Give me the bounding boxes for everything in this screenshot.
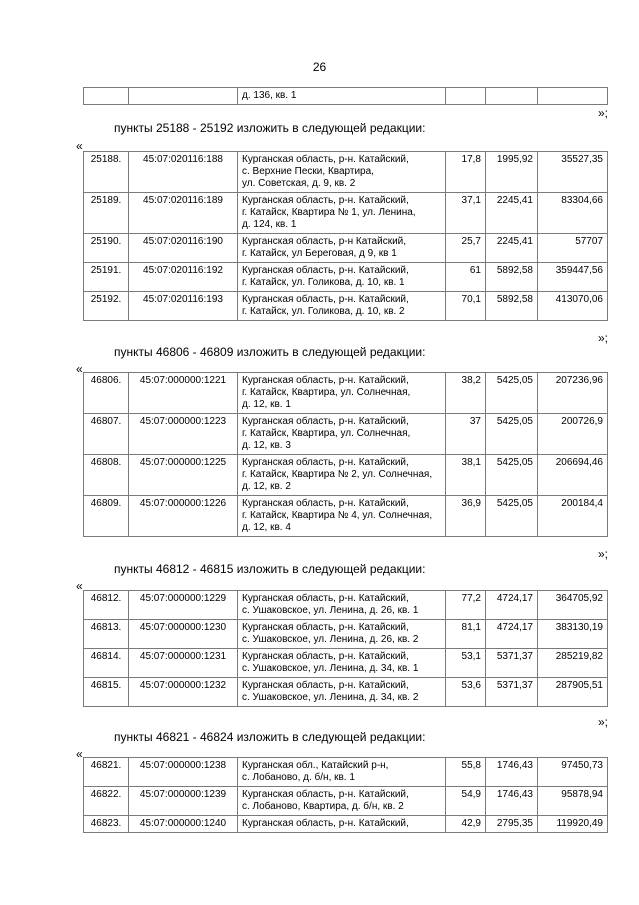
row-number-cell: 46806. [84, 373, 129, 414]
area-cell: 17,8 [446, 152, 486, 193]
cadastral-number-cell: 45:07:000000:1240 [129, 816, 238, 833]
opening-quote-mark: « [76, 362, 83, 376]
address-cell [238, 193, 446, 234]
closing-quote-mark: »; [597, 331, 608, 345]
address-cell [238, 649, 446, 678]
address-line: Курганская область, р-н Катайский, [242, 236, 407, 247]
unit-price-cell: 5892,58 [486, 292, 538, 321]
continuation-table [83, 87, 608, 105]
opening-quote-mark: « [76, 139, 83, 153]
row-number-cell: 46807. [84, 414, 129, 455]
cost-cell: 359447,56 [538, 263, 608, 292]
row-number-cell: 46823. [84, 816, 129, 833]
section-heading: пункты 46806 - 46809 изложить в следующей редакции: [114, 345, 426, 359]
address-line: д. 12, кв. 2 [242, 481, 291, 492]
opening-quote-mark: « [76, 747, 83, 761]
cadastral-number-cell: 45:07:000000:1238 [129, 758, 238, 787]
section-heading: пункты 25188 - 25192 изложить в следующей редакции: [114, 121, 426, 135]
address-line: Курганская область, р-н. Катайский, [242, 294, 409, 305]
unit-price-cell: 4724,17 [486, 591, 538, 620]
table-row [84, 591, 608, 620]
table-row [84, 88, 608, 105]
registry-table [83, 757, 608, 833]
address-cell [238, 496, 446, 537]
unit-price-cell [486, 88, 538, 105]
address-line: д. 12, кв. 1 [242, 399, 291, 410]
cadastral-number-cell: 45:07:000000:1229 [129, 591, 238, 620]
address-cell [238, 263, 446, 292]
address-cell [238, 591, 446, 620]
row-number-cell: 46809. [84, 496, 129, 537]
table-row [84, 620, 608, 649]
registry-table [83, 372, 608, 537]
area-cell: 36,9 [446, 496, 486, 537]
address-line: г. Катайск, Квартира № 4, ул. Солнечная, [242, 510, 433, 521]
table-row [84, 152, 608, 193]
address-line: Курганская область, р-н. Катайский, [242, 416, 409, 427]
address-line: г. Катайск, Квартира, ул. Солнечная, [242, 428, 411, 439]
cadastral-number-cell: 45:07:000000:1223 [129, 414, 238, 455]
address-line: Курганская область, р-н. Катайский, [242, 154, 409, 165]
area-cell: 81,1 [446, 620, 486, 649]
address-cell [238, 816, 446, 833]
address-line: д. 124, кв. 1 [242, 219, 297, 230]
cost-cell: 83304,66 [538, 193, 608, 234]
section-heading: пункты 46821 - 46824 изложить в следующей редакции: [114, 730, 426, 744]
address-line: Курганская область, р-н. Катайский, [242, 593, 409, 604]
table-row [84, 455, 608, 496]
unit-price-cell: 5425,05 [486, 496, 538, 537]
table-row [84, 678, 608, 707]
table-row [84, 193, 608, 234]
address-cell [238, 152, 446, 193]
area-cell: 38,2 [446, 373, 486, 414]
address-line: Курганская область, р-н. Катайский, [242, 818, 409, 829]
row-number-cell [84, 88, 129, 105]
unit-price-cell: 2245,41 [486, 234, 538, 263]
address-line: с. Лобаново, д. б/н, кв. 1 [242, 772, 355, 783]
cadastral-number-cell [129, 88, 238, 105]
cost-cell: 207236,96 [538, 373, 608, 414]
cadastral-number-cell: 45:07:000000:1232 [129, 678, 238, 707]
address-cell [238, 373, 446, 414]
address-cell [238, 292, 446, 321]
cadastral-number-cell: 45:07:020116:189 [129, 193, 238, 234]
cost-cell: 287905,51 [538, 678, 608, 707]
cadastral-number-cell: 45:07:000000:1239 [129, 787, 238, 816]
cost-cell [538, 88, 608, 105]
address-line: д. 12, кв. 3 [242, 440, 291, 451]
row-number-cell: 46808. [84, 455, 129, 496]
address-cell [238, 787, 446, 816]
row-number-cell: 46815. [84, 678, 129, 707]
cadastral-number-cell: 45:07:000000:1225 [129, 455, 238, 496]
address-line: г. Катайск, Квартира, ул. Солнечная, [242, 387, 411, 398]
address-line: Курганская область, р-н. Катайский, [242, 789, 409, 800]
row-number-cell: 46812. [84, 591, 129, 620]
cost-cell: 413070,06 [538, 292, 608, 321]
unit-price-cell: 1746,43 [486, 758, 538, 787]
unit-price-cell: 2795,35 [486, 816, 538, 833]
area-cell: 37 [446, 414, 486, 455]
address-cell [238, 414, 446, 455]
registry-table [83, 590, 608, 707]
unit-price-cell: 5425,05 [486, 414, 538, 455]
address-line: Курганская область, р-н. Катайский, [242, 265, 409, 276]
address-cell [238, 234, 446, 263]
area-cell [446, 88, 486, 105]
unit-price-cell: 5425,05 [486, 373, 538, 414]
address-line: г. Катайск, Квартира № 2, ул. Солнечная, [242, 469, 433, 480]
area-cell: 53,1 [446, 649, 486, 678]
address-cell [238, 758, 446, 787]
cost-cell: 95878,94 [538, 787, 608, 816]
unit-price-cell: 5425,05 [486, 455, 538, 496]
opening-quote-mark: « [76, 579, 83, 593]
registry-table [83, 151, 608, 321]
area-cell: 25,7 [446, 234, 486, 263]
cost-cell: 285219,82 [538, 649, 608, 678]
area-cell: 53,6 [446, 678, 486, 707]
cost-cell: 364705,92 [538, 591, 608, 620]
cadastral-number-cell: 45:07:020116:192 [129, 263, 238, 292]
row-number-cell: 46821. [84, 758, 129, 787]
address-line: Курганская область, р-н. Катайский, [242, 651, 409, 662]
cadastral-number-cell: 45:07:000000:1221 [129, 373, 238, 414]
cost-cell: 383130,19 [538, 620, 608, 649]
section-heading: пункты 46812 - 46815 изложить в следующей редакции: [114, 562, 426, 576]
address-line: Курганская область, р-н. Катайский, [242, 457, 409, 468]
area-cell: 77,2 [446, 591, 486, 620]
address-line: ул. Советская, д. 9, кв. 2 [242, 178, 356, 189]
address-line: д. 12, кв. 4 [242, 522, 291, 533]
unit-price-cell: 1746,43 [486, 787, 538, 816]
address-line: Курганская область, р-н. Катайский, [242, 622, 409, 633]
cost-cell: 35527,35 [538, 152, 608, 193]
table-row [84, 263, 608, 292]
row-number-cell: 46813. [84, 620, 129, 649]
cost-cell: 119920,49 [538, 816, 608, 833]
closing-quote-mark: »; [597, 547, 608, 561]
table-row [84, 292, 608, 321]
unit-price-cell: 5371,37 [486, 678, 538, 707]
address-cell [238, 455, 446, 496]
cadastral-number-cell: 45:07:000000:1231 [129, 649, 238, 678]
cadastral-number-cell: 45:07:020116:190 [129, 234, 238, 263]
address-line: с. Верхние Пески, Квартира, [242, 166, 374, 177]
address-line: г. Катайск, ул. Голикова, д. 10, кв. 2 [242, 306, 405, 317]
address-line: с. Ушаковское, ул. Ленина, д. 26, кв. 2 [242, 634, 419, 645]
area-cell: 38,1 [446, 455, 486, 496]
area-cell: 42,9 [446, 816, 486, 833]
cadastral-number-cell: 45:07:000000:1226 [129, 496, 238, 537]
unit-price-cell: 1995,92 [486, 152, 538, 193]
closing-quote-mark: »; [597, 715, 608, 729]
cost-cell: 97450,73 [538, 758, 608, 787]
cadastral-number-cell: 45:07:000000:1230 [129, 620, 238, 649]
table-row [84, 816, 608, 833]
row-number-cell: 25190. [84, 234, 129, 263]
area-cell: 37,1 [446, 193, 486, 234]
table-row [84, 649, 608, 678]
address-line: Курганская обл., Катайский р-н, [242, 760, 389, 771]
table-row [84, 758, 608, 787]
unit-price-cell: 5371,37 [486, 649, 538, 678]
address-cell [238, 678, 446, 707]
address-line: с. Ушаковское, ул. Ленина, д. 26, кв. 1 [242, 605, 419, 616]
area-cell: 55,8 [446, 758, 486, 787]
address-line: г. Катайск, Квартира № 1, ул. Ленина, [242, 207, 416, 218]
area-cell: 61 [446, 263, 486, 292]
row-number-cell: 25189. [84, 193, 129, 234]
table-row [84, 496, 608, 537]
table-row [84, 373, 608, 414]
table-row [84, 787, 608, 816]
table-row [84, 234, 608, 263]
unit-price-cell: 2245,41 [486, 193, 538, 234]
address-line: с. Ушаковское, ул. Ленина, д. 34, кв. 2 [242, 692, 419, 703]
address-line: с. Ушаковское, ул. Ленина, д. 34, кв. 1 [242, 663, 419, 674]
table-row [84, 414, 608, 455]
address-cell [238, 620, 446, 649]
address-line: с. Лобаново, Квартира, д. б/н, кв. 2 [242, 801, 404, 812]
cost-cell: 57707 [538, 234, 608, 263]
unit-price-cell: 4724,17 [486, 620, 538, 649]
cadastral-number-cell: 45:07:020116:188 [129, 152, 238, 193]
address-line: г. Катайск, ул Береговая, д 9, кв 1 [242, 248, 397, 259]
address-line: г. Катайск, ул. Голикова, д. 10, кв. 1 [242, 277, 405, 288]
area-cell: 70,1 [446, 292, 486, 321]
address-line: Курганская область, р-н. Катайский, [242, 680, 409, 691]
page-number: 26 [312, 60, 327, 74]
address-line: Курганская область, р-н. Катайский, [242, 195, 409, 206]
unit-price-cell: 5892,58 [486, 263, 538, 292]
cadastral-number-cell: 45:07:020116:193 [129, 292, 238, 321]
address-line: Курганская область, р-н. Катайский, [242, 498, 409, 509]
row-number-cell: 46814. [84, 649, 129, 678]
row-number-cell: 25188. [84, 152, 129, 193]
address-cell: д. 136, кв. 1 [238, 88, 446, 105]
row-number-cell: 25192. [84, 292, 129, 321]
closing-quote-mark: »; [597, 106, 608, 120]
address-line: Курганская область, р-н. Катайский, [242, 375, 409, 386]
row-number-cell: 25191. [84, 263, 129, 292]
cost-cell: 200726,9 [538, 414, 608, 455]
cost-cell: 206694,46 [538, 455, 608, 496]
cost-cell: 200184,4 [538, 496, 608, 537]
row-number-cell: 46822. [84, 787, 129, 816]
area-cell: 54,9 [446, 787, 486, 816]
